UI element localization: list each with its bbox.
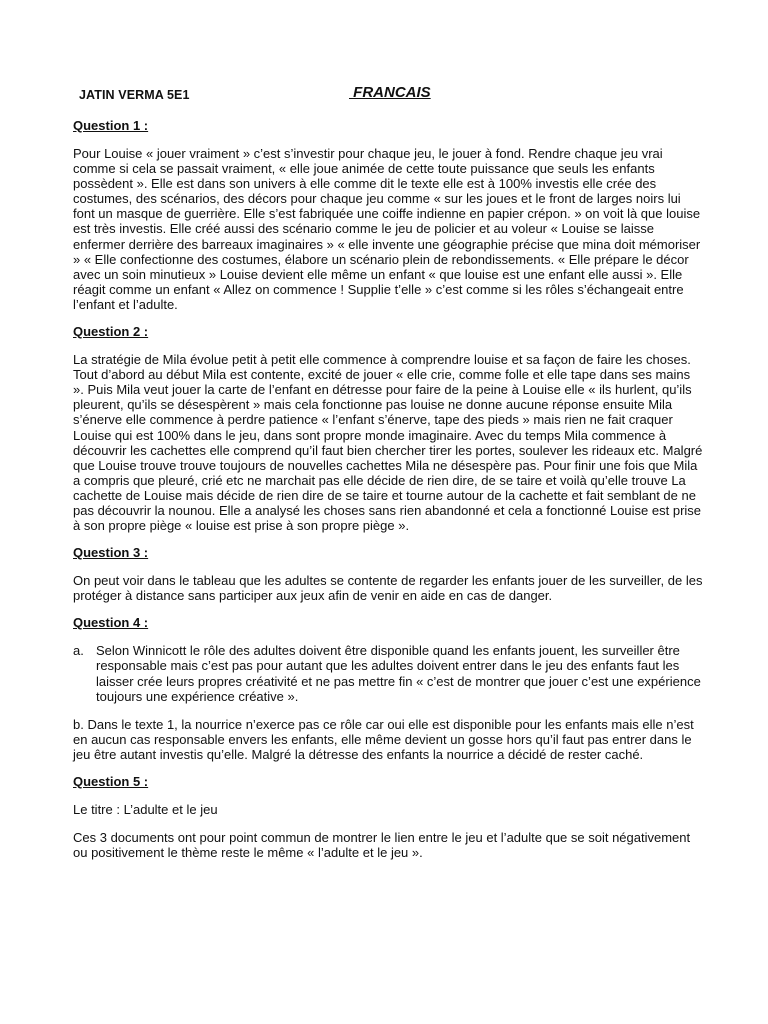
section-question-3 (73, 545, 703, 603)
author-name: JATIN VERMA 5E1 (79, 88, 190, 102)
question-1-heading: Question 1 : (73, 118, 149, 133)
question-2-heading: Question 2 : (73, 324, 149, 340)
section-question-2 (73, 324, 703, 533)
document-header (73, 84, 703, 106)
document-page (73, 84, 703, 860)
question-5-title-line: Le titre : L’adulte et le jeu (73, 802, 218, 817)
question-4-item-a (73, 643, 703, 703)
question-4-answer-b: b. Dans le texte 1, la nourrice n’exerce pas ce rôle car oui elle est disponible pour les enfants mais elle n’est en aucun cas responsable envers les enfants, elle même devient un gosse hors qu’il faut pas entrer dans le jeu être autant investis qu’elle. Malgré la détresse des enfants la nourrice a décidé de rester caché. (73, 716, 694, 762)
question-5-heading: Question 5 : (73, 774, 149, 789)
section-question-5 (73, 774, 703, 860)
question-4-heading: Question 4 : (73, 615, 149, 631)
question-2-answer: La stratégie de Mila évolue petit à petit elle commence à comprendre louise et sa façon de faire les choses. Tout d’abord au début Mila est contente, excité de jouer « elle crie, comme folle et elle tape dans ses mains ». Puis Mila veut jouer la carte de l’enfant en détresse pour faire de la peine à Louise elle « ils hurlent, qu’ils pleurent, qu’ils se désespèrent » mais cela fonctionne pas louise ne donne aucune réponse ensuite Mila s’énerve elle commence à perdre patience « l’enfant s’énerve, tape des pieds » mais rien ne fait craquer Louise qui est 100% dans le jeu, dans sont propre monde imaginaire. Avec du temps Mila commence à découvrir les cachettes elle comprend qu’il faut bien chercher tirer les portes, soulever les rideaux etc. Malgré que Louise trouve trouve toujours de nouvelles cachettes Mila ne désespère pas. Pour finir une fois que Mila a compris que pleuré, crié etc ne marchait pas elle décide de rien dire, de se taire et voilà qu’elle trouve La cachette de Louise mais décide de rien dire de se taire et tourne autour de la cachette et fait semblant de ne pas découvrir la nounou. Elle a analysé les choses sans rien abandonné et cela a fonctionné Louise est prise à son propre piège « louise est prise à son propre piège ». (73, 352, 703, 534)
question-3-answer: On peut voir dans le tableau que les adultes se contente de regarder les enfants jouer de les surveiller, de les protéger à distance sans participer aux jeux afin de venir en aide en cas de danger. (73, 573, 703, 604)
question-3-heading: Question 3 : (73, 545, 149, 561)
section-question-1 (73, 118, 703, 312)
item-a-marker: a. (73, 643, 84, 659)
item-a-text: Selon Winnicott le rôle des adultes doivent être disponible quand les enfants jouent, les surveiller être responsable mais c’est pas pour autant que les adultes doivent entrer dans le jeu des enfants faut les laisser crée leurs propres créativité et ne pas mettre fin « c’est de montrer que jouer c’est une expérience toujours une expérience créative ». (96, 643, 701, 704)
document-title: FRANCAIS (349, 84, 431, 101)
question-1-answer: Pour Louise « jouer vraiment » c’est s’investir pour chaque jeu, le jouer à fond. Rendre chaque jeu vrai comme si cela se passait vraiment, « elle joue animée de cette toute puissance que seuls les enfants possèdent ». Elle est dans son univers à elle comme dit le texte elle est à 100% investis elle crée des costumes, des scénarios, des décors pour chaque jeu comme « sur les joues et le front de larges noirs lui font un masque de guerrière. Elle s’est fabriquée une coiffe indienne en papier crépon. » on voit là que louise est très investis. Elle créé aussi des scénario comme le jeu de policier et au voleur « Louise se laisse enfermer derrière des barreaux imaginaires » « elle invente une géographie précise que mina doit mémoriser » « Elle confectionne des costumes, élabore un scénario plein de rebondissements. « Elle prépare le décor avec un soin minutieux » Louise devient elle même un enfant « que louise est une enfant elle aussi ». Elle réagit comme un enfant « Allez on commence ! Supplie t’elle » c’est comme si les rôles s’échangeait entre l’enfant et l’adulte. (73, 146, 701, 312)
question-5-answer: Ces 3 documents ont pour point commun de montrer le lien entre le jeu et l’adulte que se soit négativement ou positivement le thème reste le même « l’adulte et le jeu ». (73, 830, 691, 861)
section-question-4 (73, 615, 703, 762)
